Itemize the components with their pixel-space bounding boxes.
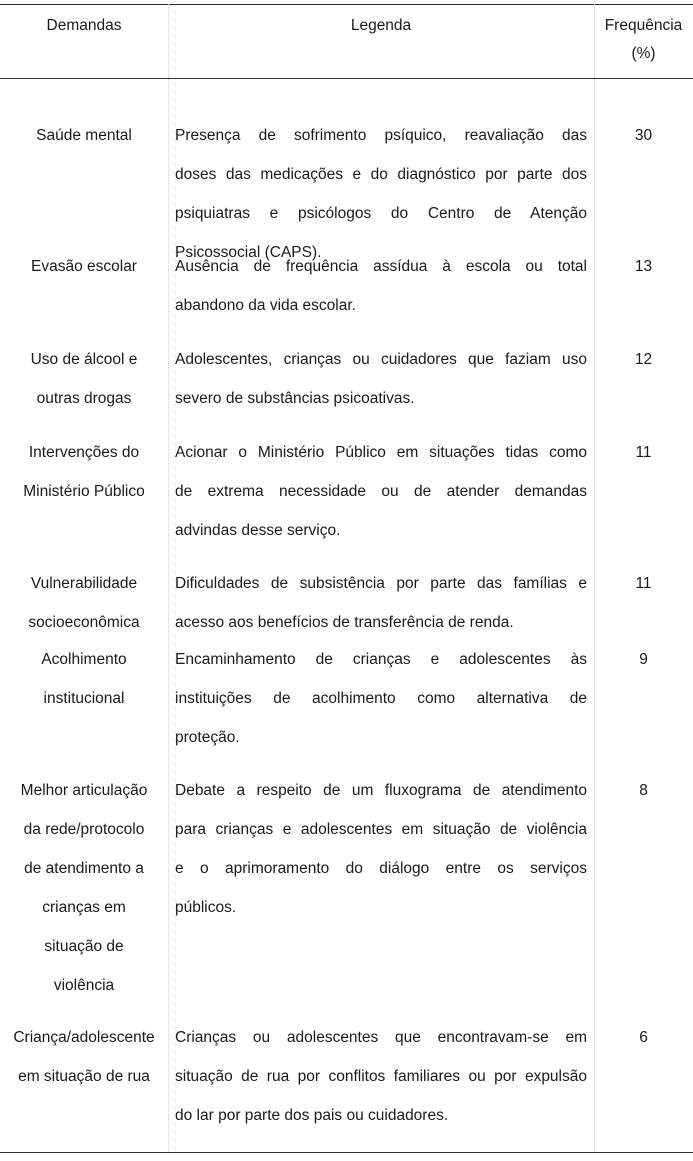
cell-frequencia: 11 — [635, 575, 652, 592]
header-frequencia-label: Frequência — [604, 17, 683, 34]
legenda-line: severo de substâncias psicoativas. — [175, 390, 415, 407]
legenda-line: Psicossocial (CAPS). — [175, 244, 322, 261]
demanda-line: situação de — [44, 938, 124, 955]
cell-demanda — [0, 116, 168, 155]
legenda-line: Presença de sofrimento psíquico, reavaliação das — [175, 127, 587, 144]
cell-legenda — [175, 564, 587, 642]
table-top-rule — [0, 4, 693, 5]
demanda-line: institucional — [43, 690, 125, 707]
header-legenda: Legenda — [350, 17, 412, 34]
demanda-line: Intervenções do — [28, 444, 140, 461]
cell-demanda — [0, 340, 168, 418]
legenda-line: Ausência de frequência assídua à escola ou total — [175, 258, 587, 275]
legenda-line: e o aprimoramento do diálogo entre os serviços — [175, 860, 587, 877]
legenda-line: Adolescentes, crianças ou cuidadores que faziam uso — [175, 351, 587, 368]
legenda-line: Crianças ou adolescentes que encontravam-se em — [175, 1029, 587, 1046]
demanda-line: Melhor articulação — [20, 782, 148, 799]
cell-frequencia: 9 — [639, 651, 648, 668]
cell-frequencia: 11 — [635, 444, 652, 461]
cell-frequencia: 6 — [639, 1029, 648, 1046]
cell-demanda — [0, 433, 168, 511]
cell-frequencia: 30 — [634, 127, 653, 144]
legenda-line: Debate a respeito de um fluxograma de atendimento — [175, 782, 587, 799]
cell-demanda — [0, 1018, 168, 1096]
legenda-line: públicos. — [175, 899, 237, 916]
demanda-line: outras drogas — [36, 390, 132, 407]
demanda-line: Acolhimento — [41, 651, 127, 668]
demanda-line: Ministério Público — [23, 483, 145, 500]
cell-legenda — [175, 1018, 587, 1135]
demanda-line: da rede/protocolo — [23, 821, 145, 838]
legenda-line: do lar por parte dos pais ou cuidadores. — [175, 1107, 449, 1124]
demanda-line: violência — [53, 977, 115, 994]
legenda-line: Dificuldades de subsistência por parte das famílias e — [175, 575, 587, 592]
cell-demanda — [0, 640, 168, 718]
header-demandas: Demandas — [46, 17, 122, 34]
cell-demanda — [0, 564, 168, 642]
table-bottom-rule — [0, 1152, 693, 1153]
legenda-line: abandono da vida escolar. — [175, 297, 356, 314]
legenda-line: psiquiatras e psicólogos do Centro de Atenção — [175, 205, 587, 222]
legenda-line: acesso aos benefícios de transferência de renda. — [175, 614, 514, 631]
legenda-line: para crianças e adolescentes em situação de violência — [175, 821, 587, 838]
demanda-line: em situação de rua — [18, 1068, 150, 1085]
cell-legenda — [175, 771, 587, 927]
demanda-line: Vulnerabilidade — [30, 575, 138, 592]
demanda-line: socioeconômica — [28, 614, 140, 631]
header-frequencia-unit: (%) — [631, 45, 656, 62]
table-header-rule — [0, 78, 693, 79]
cell-demanda — [0, 247, 168, 286]
demanda-line: Uso de álcool e — [30, 351, 138, 368]
legenda-line: doses das medicações e do diagnóstico por parte dos — [175, 166, 587, 183]
cell-legenda — [175, 640, 587, 757]
legenda-line: de extrema necessidade ou de atender demandas — [175, 483, 587, 500]
demanda-line: Evasão escolar — [31, 258, 137, 275]
legenda-line: Encaminhamento de crianças e adolescentes às — [175, 651, 587, 668]
legenda-line: instituições de acolhimento como alternativa de — [175, 690, 587, 707]
cell-frequencia: 13 — [634, 258, 653, 275]
demanda-line: de atendimento a — [24, 860, 144, 877]
legenda-line: Acionar o Ministério Público em situações tidas como — [175, 444, 587, 461]
header-frequencia — [594, 12, 693, 68]
column-separator-left — [168, 4, 169, 1152]
cell-frequencia: 8 — [639, 782, 648, 799]
cell-frequencia: 12 — [634, 351, 653, 368]
demanda-line: Criança/adolescente — [13, 1029, 155, 1046]
legenda-line: situação de rua por conflitos familiares ou por expulsão — [175, 1068, 587, 1085]
cell-demanda — [0, 771, 168, 1005]
cell-legenda — [175, 247, 587, 325]
legenda-line: advindas desse serviço. — [175, 522, 341, 539]
demanda-line: Saúde mental — [36, 127, 132, 144]
demanda-line: crianças em — [42, 899, 126, 916]
legenda-line: proteção. — [175, 729, 240, 746]
cell-legenda — [175, 340, 587, 418]
cell-legenda — [175, 433, 587, 550]
